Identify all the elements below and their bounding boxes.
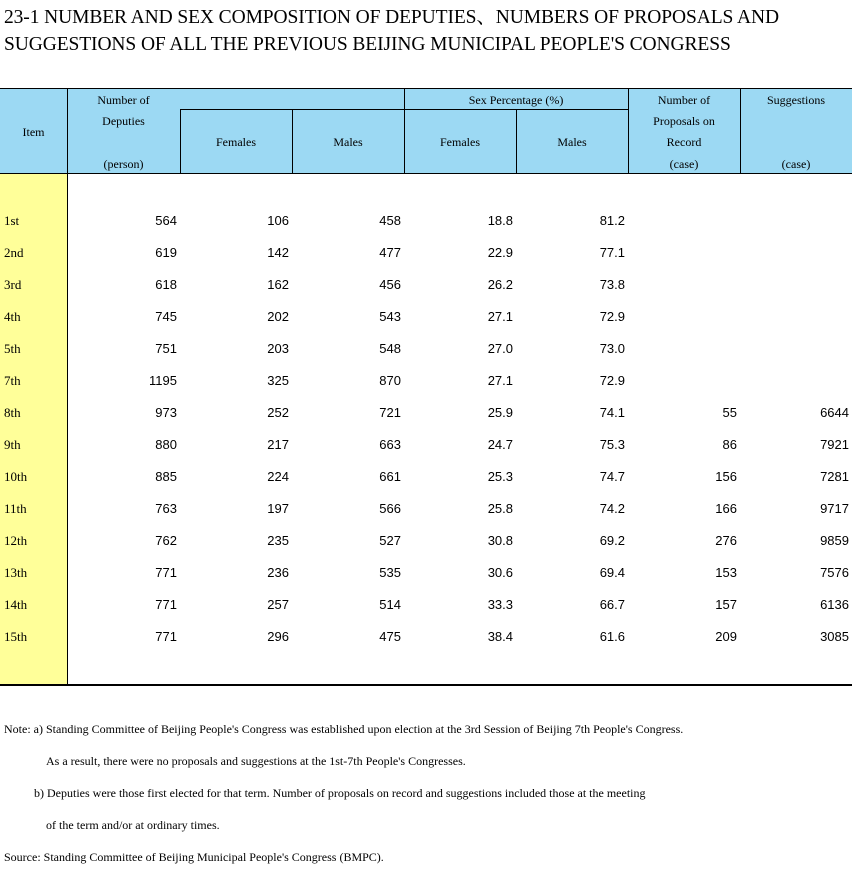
table-row — [0, 397, 852, 429]
cell-suggestions: 7576 — [820, 565, 849, 580]
cell-proposals: 209 — [715, 629, 737, 644]
cell-item: 14th — [4, 597, 28, 612]
note-a-line2: As a result, there were no proposals and suggestions at the 1st-7th People's Congresses. — [46, 754, 466, 768]
header-deputies-line1: Number of — [97, 93, 150, 107]
cell-deputies: 762 — [155, 533, 177, 548]
cell-pct-males: 61.6 — [599, 629, 625, 644]
cell-females: 203 — [267, 341, 289, 356]
cell-deputies: 745 — [155, 309, 177, 324]
table-row — [0, 269, 852, 301]
cell-suggestions: 7281 — [820, 469, 849, 484]
cell-proposals: 156 — [715, 469, 737, 484]
cell-item: 5th — [4, 341, 21, 356]
cell-pct-males: 66.7 — [599, 597, 625, 612]
header-suggestions: Suggestions — [766, 93, 825, 107]
header-deputies-unit: (person) — [103, 157, 144, 171]
cell-deputies: 771 — [155, 597, 177, 612]
cell-pct-females: 27.1 — [487, 309, 513, 324]
cell-males: 870 — [379, 373, 401, 388]
cell-suggestions: 6644 — [820, 405, 849, 420]
header-proposals-unit: (case) — [669, 157, 699, 171]
source-note: Source: Standing Committee of Beijing Municipal People's Congress (BMPC). — [4, 850, 384, 864]
cell-females: 162 — [267, 277, 289, 292]
cell-pct-females: 30.6 — [487, 565, 513, 580]
cell-males: 477 — [379, 245, 401, 260]
title-line-2: SUGGESTIONS OF ALL THE PREVIOUS BEIJING MUNICIPAL PEOPLE'S CONGRESS — [4, 34, 731, 55]
cell-males: 527 — [379, 533, 401, 548]
cell-deputies: 973 — [155, 405, 177, 420]
header-males: Males — [333, 135, 363, 149]
table-row — [0, 621, 852, 653]
cell-males: 458 — [379, 213, 401, 228]
cell-pct-females: 33.3 — [487, 597, 513, 612]
cell-pct-females: 24.7 — [487, 437, 513, 452]
cell-item: 15th — [4, 629, 28, 644]
cell-pct-females: 22.9 — [487, 245, 513, 260]
cell-proposals: 157 — [715, 597, 737, 612]
table-top-border — [0, 88, 852, 89]
cell-pct-males: 81.2 — [599, 213, 625, 228]
header-deputies-line2: Deputies — [102, 114, 145, 128]
cell-pct-males: 72.9 — [599, 373, 625, 388]
cell-proposals: 86 — [722, 437, 737, 452]
cell-males: 548 — [379, 341, 401, 356]
cell-females: 217 — [267, 437, 289, 452]
cell-deputies: 619 — [155, 245, 177, 260]
cell-suggestions: 9717 — [820, 501, 849, 516]
cell-females: 236 — [267, 565, 289, 580]
cell-item: 4th — [4, 309, 21, 324]
cell-males: 663 — [379, 437, 401, 452]
header-proposals-line2: Proposals on — [653, 114, 715, 128]
note-b-line2: of the term and/or at ordinary times. — [46, 818, 220, 832]
cell-proposals: 55 — [722, 405, 737, 420]
page-title — [4, 4, 850, 58]
cell-males: 566 — [379, 501, 401, 516]
title-line-1: 23-1 NUMBER AND SEX COMPOSITION OF DEPUTIES、NUMBERS OF PROPOSALS AND — [4, 7, 779, 28]
cell-deputies: 763 — [155, 501, 177, 516]
cell-females: 202 — [267, 309, 289, 324]
cell-pct-females: 25.9 — [487, 405, 513, 420]
cell-deputies: 564 — [155, 213, 177, 228]
cell-item: 9th — [4, 437, 21, 452]
cell-females: 197 — [267, 501, 289, 516]
header-pct-males: Males — [557, 135, 587, 149]
cell-males: 514 — [379, 597, 401, 612]
cell-deputies: 771 — [155, 565, 177, 580]
cell-pct-males: 77.1 — [599, 245, 625, 260]
cell-males: 535 — [379, 565, 401, 580]
cell-pct-males: 73.8 — [599, 277, 625, 292]
cell-suggestions: 3085 — [820, 629, 849, 644]
header-proposals-line1: Number of — [657, 93, 711, 107]
cell-pct-females: 30.8 — [487, 533, 513, 548]
cell-females: 224 — [267, 469, 289, 484]
cell-suggestions: 6136 — [820, 597, 849, 612]
table-row — [0, 589, 852, 621]
cell-suggestions: 9859 — [820, 533, 849, 548]
table-row — [0, 333, 852, 365]
cell-deputies: 1195 — [149, 373, 177, 388]
table-bottom-border — [0, 684, 852, 686]
table-row — [0, 493, 852, 525]
table-row — [0, 365, 852, 397]
cell-pct-females: 27.1 — [487, 373, 513, 388]
cell-females: 296 — [267, 629, 289, 644]
cell-pct-females: 25.3 — [487, 469, 513, 484]
cell-proposals: 153 — [715, 565, 737, 580]
cell-pct-females: 26.2 — [487, 277, 513, 292]
cell-females: 257 — [267, 597, 289, 612]
cell-item: 12th — [4, 533, 28, 548]
cell-pct-males: 74.7 — [599, 469, 625, 484]
cell-pct-males: 69.2 — [599, 533, 625, 548]
cell-item: 13th — [4, 565, 28, 580]
cell-males: 721 — [379, 405, 401, 420]
cell-pct-females: 27.0 — [487, 341, 513, 356]
header-suggestions-unit: (case) — [781, 157, 811, 171]
cell-proposals: 276 — [715, 533, 737, 548]
cell-item: 8th — [4, 405, 21, 420]
cell-pct-males: 69.4 — [599, 565, 625, 580]
cell-pct-females: 38.4 — [487, 629, 513, 644]
header-proposals-line3: Record — [666, 135, 702, 149]
cell-pct-males: 72.9 — [599, 309, 625, 324]
cell-proposals: 166 — [715, 501, 737, 516]
statistics-table — [0, 88, 852, 686]
cell-item: 11th — [4, 501, 27, 516]
cell-males: 456 — [379, 277, 401, 292]
note-b-line1: b) Deputies were those first elected for that term. Number of proposals on record and suggestions included those at the meeting — [34, 786, 646, 800]
table-row — [0, 557, 852, 589]
cell-item: 1st — [4, 213, 20, 228]
table-row — [0, 205, 852, 237]
header-females: Females — [216, 135, 256, 149]
cell-deputies: 885 — [155, 469, 177, 484]
cell-pct-males: 75.3 — [599, 437, 625, 452]
table-row — [0, 461, 852, 493]
header-sex-percentage: Sex Percentage (%) — [468, 93, 564, 107]
cell-pct-females: 18.8 — [487, 213, 513, 228]
cell-item: 2nd — [4, 245, 24, 260]
cell-deputies: 751 — [155, 341, 177, 356]
cell-pct-males: 74.1 — [599, 405, 625, 420]
cell-males: 543 — [379, 309, 401, 324]
cell-item: 7th — [4, 373, 21, 388]
cell-item: 3rd — [4, 277, 22, 292]
cell-females: 325 — [267, 373, 289, 388]
cell-females: 252 — [267, 405, 289, 420]
cell-females: 106 — [267, 213, 289, 228]
cell-deputies: 618 — [155, 277, 177, 292]
cell-deputies: 771 — [155, 629, 177, 644]
cell-item: 10th — [4, 469, 28, 484]
table-row — [0, 237, 852, 269]
cell-pct-males: 74.2 — [599, 501, 625, 516]
cell-males: 661 — [379, 469, 401, 484]
cell-suggestions: 7921 — [820, 437, 849, 452]
cell-females: 235 — [267, 533, 289, 548]
header-pct-females: Females — [440, 135, 480, 149]
table-row — [0, 301, 852, 333]
cell-deputies: 880 — [155, 437, 177, 452]
cell-males: 475 — [379, 629, 401, 644]
cell-pct-females: 25.8 — [487, 501, 513, 516]
cell-pct-males: 73.0 — [599, 341, 625, 356]
header-item: Item — [22, 125, 45, 139]
header-bottom-border — [0, 173, 852, 174]
cell-females: 142 — [267, 245, 289, 260]
table-row — [0, 429, 852, 461]
table-row — [0, 525, 852, 557]
note-a-line1: Note: a) Standing Committee of Beijing People's Congress was established upon election at the 3rd Session of Beijing 7th People's Congress. — [4, 722, 684, 736]
